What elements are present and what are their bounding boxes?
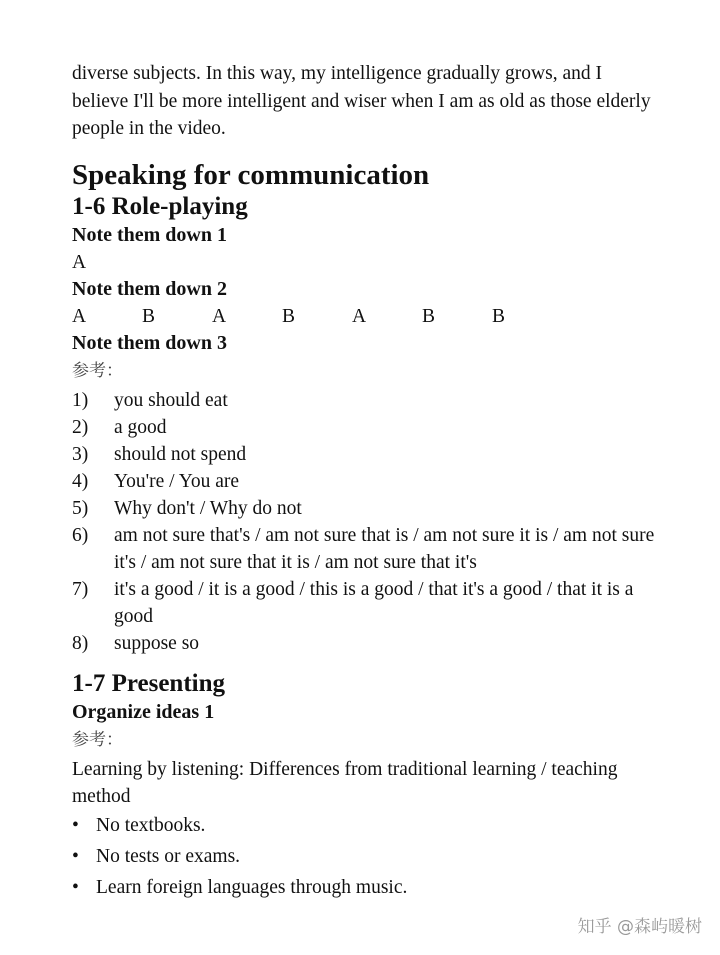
item-text: it's a good / it is a good / this is a good / that it's a good / that it is a good (114, 578, 634, 627)
bullet-item (72, 841, 662, 872)
bullet-item (72, 810, 662, 841)
document-page (72, 60, 662, 903)
bullet-icon: • (72, 845, 79, 867)
bullet-icon: • (72, 814, 79, 836)
bullet-icon: • (72, 876, 79, 898)
note-title-1: Note them down 1 (72, 223, 227, 246)
bullet-text: Learn foreign languages through music. (96, 876, 408, 898)
presenting-lead: Learning by listening: Differences from traditional learning / teaching method (72, 758, 618, 807)
item-text: You're / You are (114, 470, 240, 492)
item-number: 1) (72, 389, 89, 411)
organize-ideas-title: Organize ideas 1 (72, 700, 215, 723)
answer-item: A (72, 305, 87, 327)
presenting-title: 1-7 Presenting (72, 669, 225, 697)
list-item (72, 522, 662, 576)
reference-label: 参考： (72, 360, 123, 381)
list-item (72, 468, 662, 495)
item-text: a good (114, 416, 167, 438)
answer-item: B (492, 305, 506, 327)
reference-label: 参考： (72, 729, 123, 750)
answer-item: B (422, 305, 436, 327)
item-number: 3) (72, 443, 89, 465)
list-item (72, 630, 662, 657)
list-item (72, 387, 662, 414)
list-item (72, 495, 662, 522)
item-text: Why don't / Why do not (114, 497, 302, 519)
item-number: 8) (72, 632, 89, 654)
note-title-2: Note them down 2 (72, 277, 227, 300)
note-2-answers (72, 303, 662, 330)
item-text: you should eat (114, 389, 228, 411)
zhihu-watermark: 知乎 @森屿暖树 (577, 917, 702, 937)
answer-item: B (282, 305, 296, 327)
item-text: am not sure that's / am not sure that is / am not sure it is / am not sure it's / am not sure that it is / am not sure that it's (114, 524, 655, 573)
bullet-list (72, 810, 662, 903)
bullet-text: No tests or exams. (96, 845, 241, 867)
item-number: 6) (72, 524, 89, 546)
item-text: suppose so (114, 632, 200, 654)
bullet-text: No textbooks. (96, 814, 206, 836)
note-title-3: Note them down 3 (72, 331, 227, 354)
note-1-answer: A (72, 251, 87, 273)
bullet-item (72, 872, 662, 903)
list-item (72, 414, 662, 441)
answer-list (72, 387, 662, 657)
list-item (72, 576, 662, 630)
item-text: should not spend (114, 443, 247, 465)
role-playing-title: 1-6 Role-playing (72, 192, 248, 220)
item-number: 5) (72, 497, 89, 519)
list-item (72, 441, 662, 468)
section-title: Speaking for communication (72, 158, 430, 191)
answer-item: A (212, 305, 227, 327)
item-number: 2) (72, 416, 89, 438)
intro-paragraph: diverse subjects. In this way, my intelligence gradually grows, and I believe I'll be more intelligent and wiser when I am as old as those elderly people in the video. (72, 63, 651, 139)
answer-item: B (142, 305, 156, 327)
item-number: 7) (72, 578, 89, 600)
answer-item: A (352, 305, 367, 327)
item-number: 4) (72, 470, 89, 492)
